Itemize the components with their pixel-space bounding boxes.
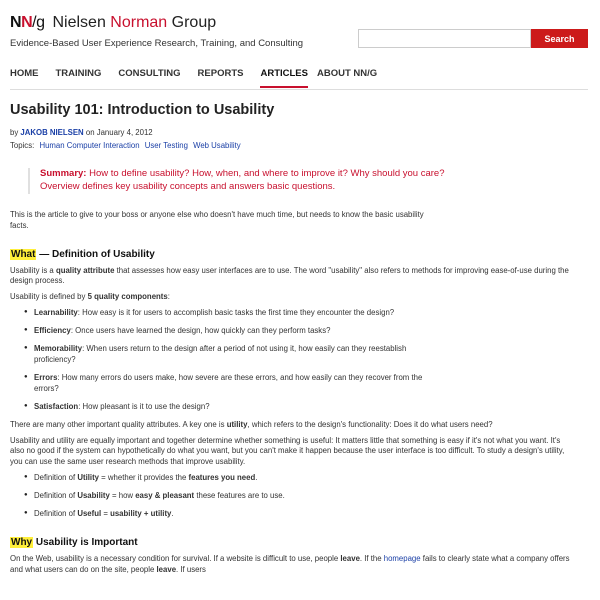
list-item: ● Satisfaction: How pleasant is it to use the design? xyxy=(24,402,434,413)
brand-name: Nielsen Norman Group xyxy=(52,14,217,31)
nng-logo-mark: NN/g xyxy=(10,14,45,31)
list-item: ● Definition of Useful = usability + utility. xyxy=(24,509,434,520)
section-heading-what: What — Definition of Usability xyxy=(11,248,155,260)
paragraph: Usability is defined by 5 quality components: xyxy=(10,292,170,302)
nav-divider xyxy=(10,89,588,90)
tagline: Evidence-Based User Experience Research, Training, and Consulting xyxy=(10,38,304,49)
list-item: ● Efficiency: Once users have learned the design, how quickly can they perform tasks? xyxy=(24,326,434,337)
components-list xyxy=(24,308,588,412)
section-heading-why: Why Usability is Important xyxy=(11,536,138,548)
homepage-link[interactable]: homepage xyxy=(383,553,421,563)
author-link[interactable]: JAKOB NIELSEN xyxy=(20,128,84,138)
paragraph: Usability is a quality attribute that assesses how easy user interfaces are to use. The word "usability" also refers to methods for improving ease-of-use during the design process. xyxy=(10,265,569,286)
list-item: ● Definition of Utility = whether it provides the features you need. xyxy=(24,473,434,484)
list-item: ● Definition of Usability = how easy & pleasant these features are to use. xyxy=(24,491,434,502)
list-item: ● Errors: How many errors do users make, how severe are these errors, and how easily can they recover from the errors? xyxy=(24,373,434,395)
intro-text: This is the article to give to your boss or anyone else who doesn't have much time, but needs to know the basic usability facts. xyxy=(10,209,424,230)
byline: by JAKOB NIELSEN on January 4, 2012 xyxy=(10,128,153,138)
main-nav xyxy=(10,68,588,88)
nav-training[interactable]: TRAINING xyxy=(55,68,102,79)
topics: Topics: Human Computer Interaction User Testing Web Usability xyxy=(10,141,241,151)
paragraph: On the Web, usability is a necessary condition for survival. If a website is difficult to use, people leave. If the homepage fails to clearly state what a company offers and what users can do on the site, people leave. If users xyxy=(10,553,570,574)
search-button[interactable]: Search xyxy=(531,29,588,48)
nav-home[interactable]: HOME xyxy=(10,68,39,79)
search-input[interactable] xyxy=(358,29,531,48)
article xyxy=(10,100,588,581)
topic-link-web-usability[interactable]: Web Usability xyxy=(193,141,241,151)
paragraph: There are many other important quality attributes. A key one is utility, which refers to the design's functionality: Does it do what users need? xyxy=(10,419,493,429)
paragraph: Usability and utility are equally important and together determine whether something is useful: It matters little that something is easy if it's not what you want. It's also no good if the system can hypothetically do what you want, but you can't make it happen because the user interface is too difficult. To study a design's utility, you can use the same user research methods that improve usability. xyxy=(10,435,565,467)
list-item: ● Memorability: When users return to the design after a period of not using it, how easily can they reestablish proficiency? xyxy=(24,344,434,366)
nav-articles[interactable]: ARTICLES xyxy=(260,68,308,88)
nav-about[interactable]: ABOUT NN/G xyxy=(316,68,378,79)
topic-link-hci[interactable]: Human Computer Interaction xyxy=(39,141,140,151)
page-title: Usability 101: Introduction to Usability xyxy=(10,102,275,118)
search-form xyxy=(358,29,588,48)
site-logo[interactable] xyxy=(10,12,216,34)
definitions-list xyxy=(24,473,588,520)
topic-link-user-testing[interactable]: User Testing xyxy=(144,141,188,151)
nav-consulting[interactable]: CONSULTING xyxy=(118,68,181,79)
nav-reports[interactable]: REPORTS xyxy=(197,68,244,79)
summary: Summary: How to define usability? How, when, and where to improve it? Why should you care? Overview defines key usability concepts and answers basic questions. xyxy=(28,168,448,194)
list-item: ● Learnability: How easy is it for users to accomplish basic tasks the first time they encounter the design? xyxy=(24,308,434,319)
